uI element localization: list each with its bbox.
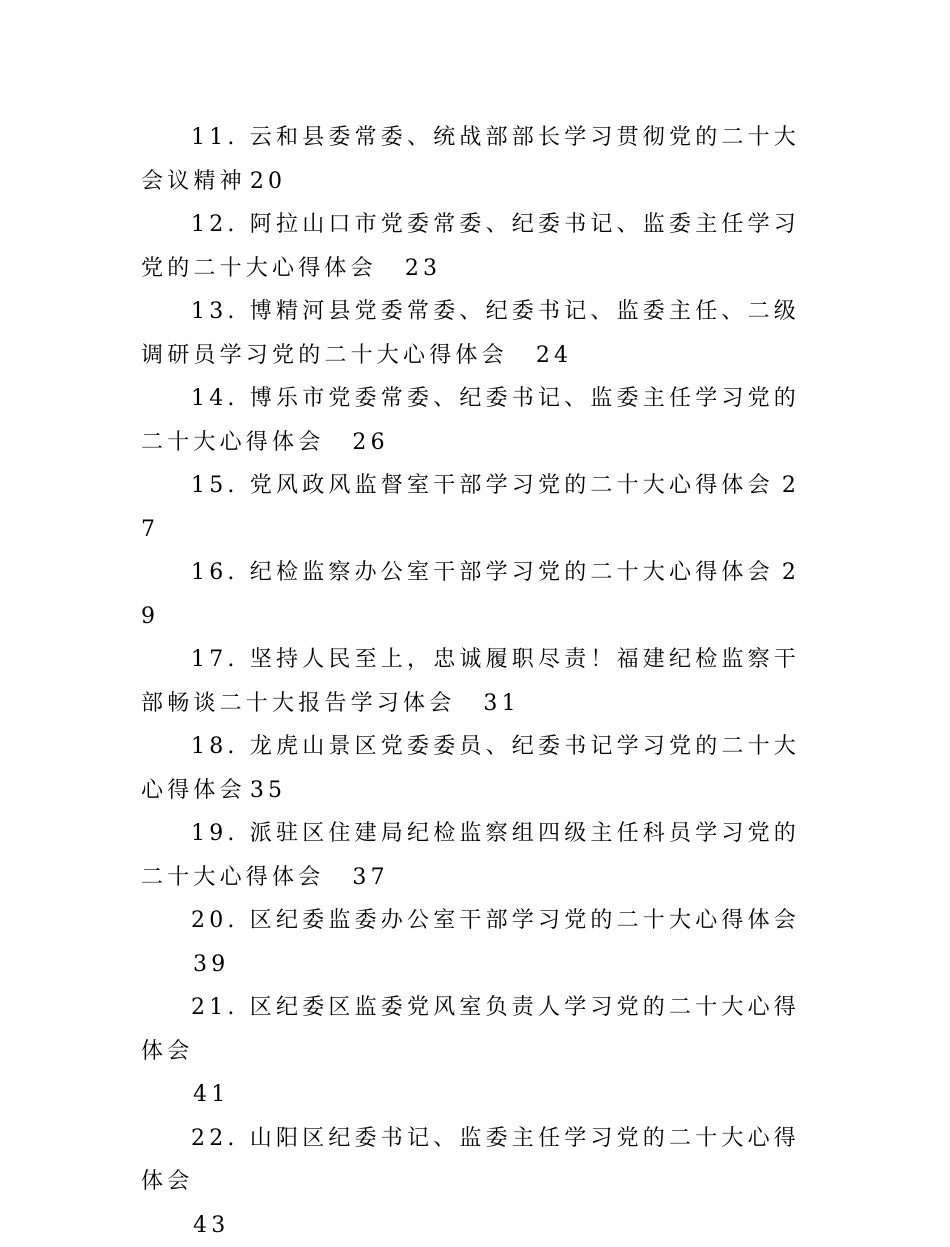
- toc-entry-16[interactable]: [141, 551, 813, 638]
- toc-entry-21[interactable]: [141, 986, 813, 1117]
- toc-entry-13[interactable]: [141, 290, 813, 377]
- toc-entry-19[interactable]: [141, 812, 813, 899]
- toc-entry-title: 博精河县党委常委、纪委书记、监委主任、二级调研员学习党的二十大心得体会: [141, 299, 800, 368]
- toc-entry-number: 22.: [191, 1126, 239, 1151]
- toc-entry-title: 山阳区纪委书记、监委主任学习党的二十大心得体会: [141, 1126, 800, 1195]
- toc-entry-14[interactable]: [141, 377, 813, 464]
- toc-entry-number: 11.: [191, 125, 239, 150]
- table-of-contents: [141, 116, 813, 1247]
- toc-entry-number: 19.: [191, 821, 239, 846]
- toc-entry-page: 24: [536, 343, 572, 368]
- toc-entry-title: 龙虎山景区党委委员、纪委书记学习党的二十大心得体会: [141, 734, 800, 803]
- toc-entry-number: 13.: [191, 299, 239, 324]
- toc-entry-number: 21.: [191, 995, 239, 1020]
- toc-entry-page: 39: [141, 943, 813, 987]
- toc-entry-page: 27: [141, 473, 800, 542]
- toc-entry-page: 31: [483, 691, 519, 716]
- toc-entry-number: 17.: [191, 647, 239, 672]
- toc-entry-title: 博乐市党委常委、纪委书记、监委主任学习党的二十大心得体会: [141, 386, 800, 455]
- toc-entry-page: 35: [250, 778, 286, 803]
- toc-entry-15[interactable]: [141, 464, 813, 551]
- toc-entry-number: 15.: [191, 473, 239, 498]
- toc-entry-title: 坚持人民至上，忠诚履职尽责！福建纪检监察干部畅谈二十大报告学习体会: [141, 647, 800, 716]
- toc-entry-page: 29: [141, 560, 800, 629]
- toc-entry-number: 20.: [191, 908, 239, 933]
- toc-entry-page: 20: [250, 169, 286, 194]
- toc-entry-11[interactable]: [141, 116, 813, 203]
- toc-entry-20[interactable]: [141, 899, 813, 986]
- toc-entry-page: 26: [352, 430, 388, 455]
- toc-entry-title: 云和县委常委、统战部部长学习贯彻党的二十大会议精神: [141, 125, 800, 194]
- toc-entry-title: 纪检监察办公室干部学习党的二十大心得体会: [250, 560, 774, 585]
- toc-entry-number: 12.: [191, 212, 239, 237]
- toc-entry-18[interactable]: [141, 725, 813, 812]
- toc-entry-page: 37: [352, 865, 388, 890]
- toc-entry-title: 派驻区住建局纪检监察组四级主任科员学习党的二十大心得体会: [141, 821, 800, 890]
- toc-entry-number: 14.: [191, 386, 239, 411]
- toc-entry-page: 41: [141, 1073, 813, 1117]
- toc-entry-title: 区纪委监委办公室干部学习党的二十大心得体会: [250, 908, 800, 933]
- toc-entry-page: 23: [405, 256, 441, 281]
- toc-entry-12[interactable]: [141, 203, 813, 290]
- toc-entry-22[interactable]: [141, 1117, 813, 1247]
- toc-entry-page: 43: [141, 1204, 813, 1247]
- toc-entry-title: 阿拉山口市党委常委、纪委书记、监委主任学习党的二十大心得体会: [141, 212, 800, 281]
- toc-entry-title: 党风政风监督室干部学习党的二十大心得体会: [250, 473, 774, 498]
- toc-entry-number: 16.: [191, 560, 239, 585]
- toc-entry-number: 18.: [191, 734, 239, 759]
- toc-entry-title: 区纪委区监委党风室负责人学习党的二十大心得体会: [141, 995, 800, 1064]
- toc-entry-17[interactable]: [141, 638, 813, 725]
